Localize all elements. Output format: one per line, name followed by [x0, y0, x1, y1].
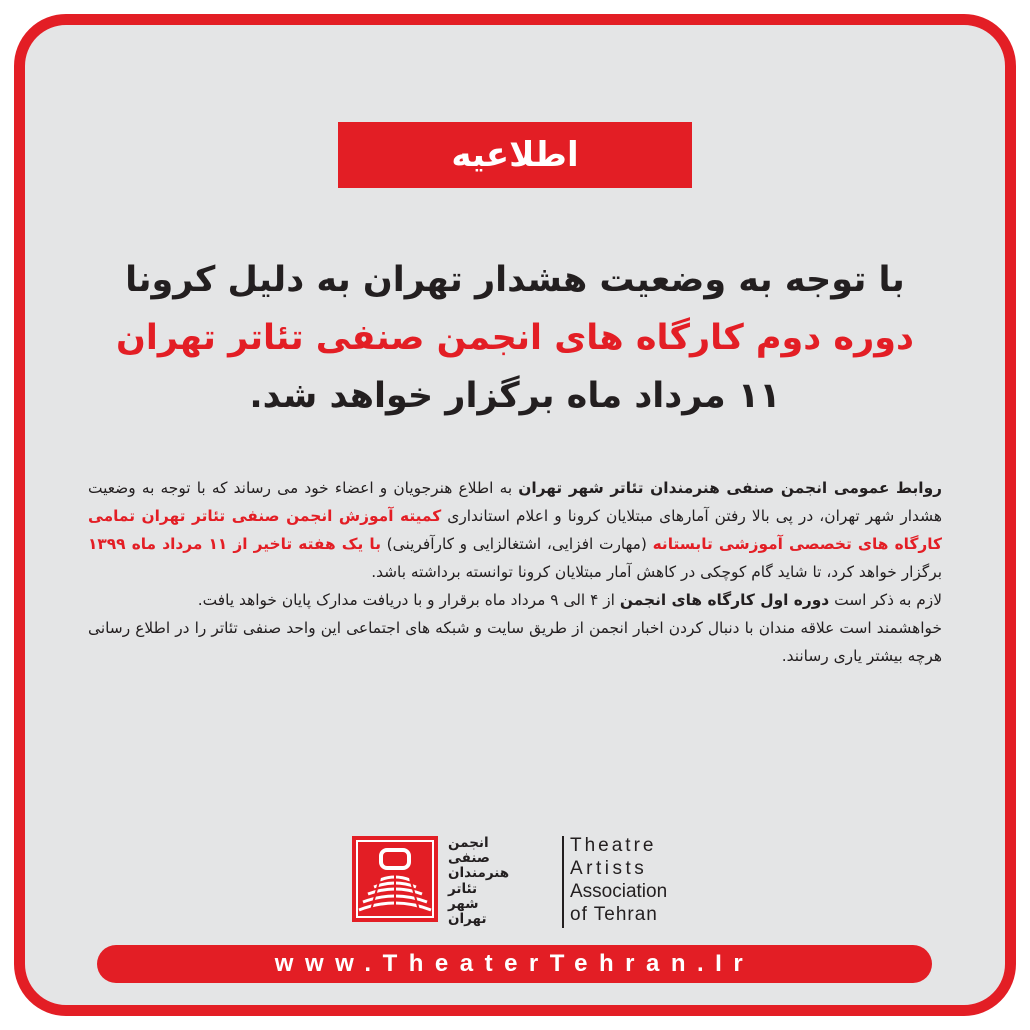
- body-text-1: به اطلاع هنرجویان و اعضاء خود می رساند که با توجه به وضعیت هشدار شهر تهران، در پی بالا رفتن آمارهای مبتلایان کرونا و اعلام استانداری: [88, 479, 942, 525]
- logo-fa-line: هنرمندان: [448, 865, 510, 882]
- logo-fa-line: تئاتر: [448, 880, 478, 897]
- announcement-body: [88, 474, 942, 670]
- headline-line-1: با توجه به وضعیت هشدار تهران به دلیل کرونا: [125, 260, 905, 300]
- body-bold-course: دوره اول کارگاه های انجمن: [619, 591, 830, 609]
- logo-fa-line: تهران: [448, 911, 487, 928]
- logo-en-line: Association: [570, 881, 668, 902]
- logo-en-line: of Tehran: [570, 904, 658, 925]
- logo-english-text: [570, 834, 700, 926]
- association-logo: [350, 834, 690, 934]
- headline-line-3: ۱۱ مرداد ماه برگزار خواهد شد.: [249, 376, 781, 416]
- body-text-2: (مهارت افزایی، اشتغالزایی و کارآفرینی): [380, 535, 653, 553]
- logo-persian-text: [448, 836, 558, 928]
- body-bold-org: روابط عمومی انجمن صنفی هنرمندان تئاتر شهر تهران: [518, 479, 942, 497]
- logo-en-line: Artists: [570, 858, 648, 879]
- body-paragraph-1: [88, 474, 942, 586]
- body-paragraph-3: خواهشمند است علاقه مندان با دنبال کردن اخبار انجمن از طریق سایت و شبکه های اجتماعی این واحد صنفی تئاتر را در اطلاع رسانی هرچه بیشتر یاری رسانند.: [88, 619, 942, 665]
- body-red-date: با یک هفته تاخیر از ۱۱ مرداد ماه ۱۳۹۹: [88, 535, 381, 553]
- theatre-seats-icon: [350, 834, 440, 924]
- body-paragraph-2: [88, 586, 942, 614]
- body-text-5: از ۴ الی ۹ مرداد ماه برقرار و با دریافت مدارک پایان خواهد یافت.: [197, 591, 620, 609]
- logo-divider: [562, 836, 564, 928]
- website-url[interactable]: www.TheaterTehran.Ir: [97, 945, 932, 983]
- logo-en-line: Theatre: [570, 835, 657, 856]
- logo-fa-line: شهر: [448, 895, 479, 912]
- headline-line-2: دوره دوم کارگاه های انجمن صنفی تئاتر تهران: [116, 318, 914, 358]
- logo-fa-line: صنفی: [448, 850, 490, 867]
- body-text-3: برگزار خواهد کرد، تا شاید گام کوچکی در کاهش آمار مبتلایان کرونا توانسته برداشته باشد.: [371, 563, 942, 581]
- body-text-4: لازم به ذکر است: [829, 591, 942, 609]
- announcement-title: اطلاعیه: [338, 122, 692, 188]
- logo-fa-line: انجمن: [448, 835, 489, 851]
- body-red-committee: کمیته آموزش انجمن صنفی تئاتر تهران تمامی کارگاه های تخصصی آموزشی تابستانه: [88, 507, 942, 553]
